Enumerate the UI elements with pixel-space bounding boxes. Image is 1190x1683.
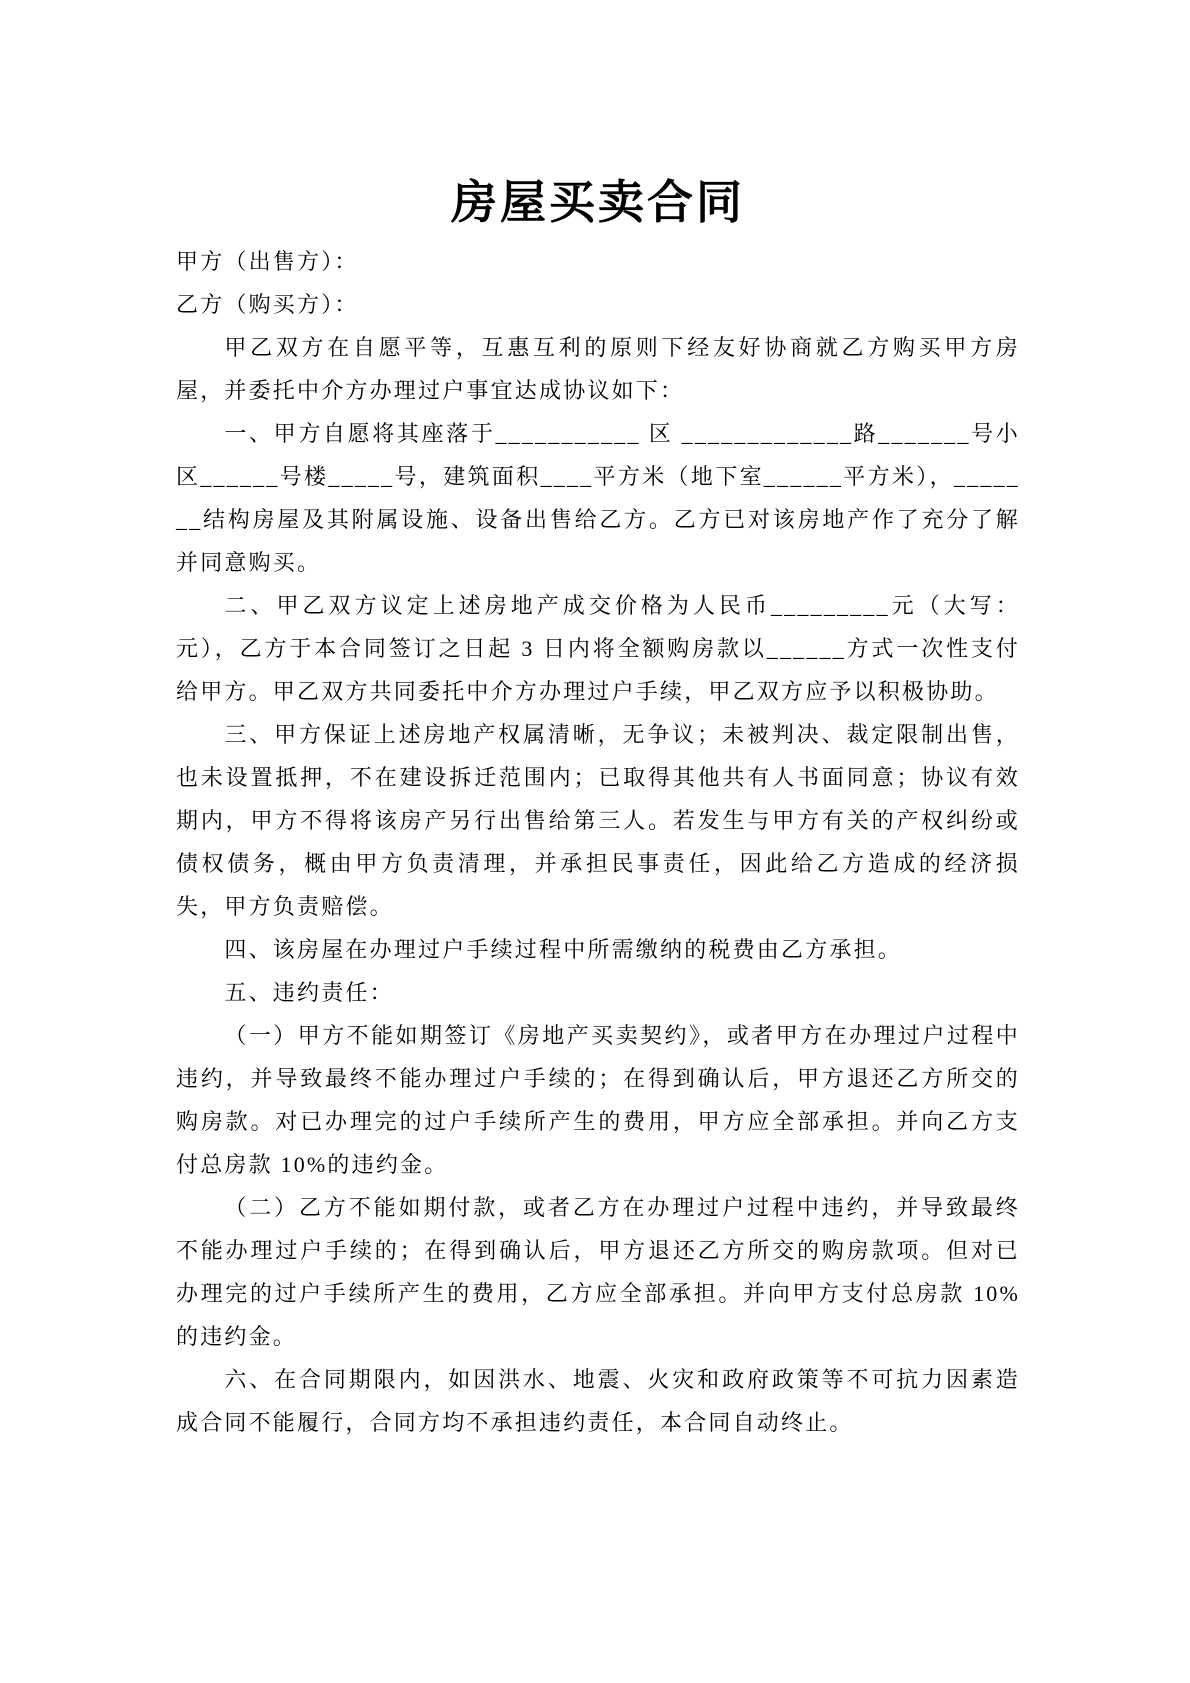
clause-preamble: 甲乙双方在自愿平等，互惠互利的原则下经友好协商就乙方购买甲方房屋，并委托中介方办理过户事宜达成协议如下：: [176, 335, 1020, 403]
clause-2-price-and-payment: 二、甲乙双方议定上述房地产成交价格为人民币_________元（大写：元），乙方于本合同签订之日起 3 日内将全额购房款以______方式一次性支付给甲方。甲乙双方共同委托中介方办理过户手续，甲乙双方应予以积极协助。: [176, 593, 1020, 704]
clause-3-ownership-guarantee: 三、甲方保证上述房地产权属清晰，无争议；未被判决、裁定限制出售，也未设置抵押，不在建设拆迁范围内；已取得其他共有人书面同意；协议有效期内，甲方不得将该房产另行出售给第三人。若发生与甲方有关的产权纠纷或债权债务，概由甲方负责清理，并承担民事责任，因此给乙方造成的经济损失，甲方负责赔偿。: [176, 722, 1020, 919]
clause-6-force-majeure: 六、在合同期限内，如因洪水、地震、火灾和政府政策等不可抗力因素造成合同不能履行，合同方均不承担违约责任，本合同自动终止。: [176, 1367, 1020, 1435]
clause-5-breach-liability-heading: 五、违约责任：: [224, 980, 394, 1005]
clause-5-1-seller-breach: （一）甲方不能如期签订《房地产买卖契约》，或者甲方在办理过户过程中违约，并导致最终不能办理过户手续的；在得到确认后，甲方退还乙方所交的购房款。对已办理完的过户手续所产生的费用，甲方应全部承担。并向乙方支付总房款 10%的违约金。: [176, 1023, 1020, 1177]
clause-5-2-buyer-breach: （二）乙方不能如期付款，或者乙方在办理过户过程中违约，并导致最终不能办理过户手续的；在得到确认后，甲方退还乙方所交的购房款项。但对已办理完的过户手续所产生的费用，乙方应全部承担。并向甲方支付总房款 10%的违约金。: [176, 1195, 1020, 1349]
party-b-line: 乙方（购买方）：: [176, 292, 359, 317]
document-title: 房屋买卖合同: [451, 177, 745, 228]
party-a-line: 甲方（出售方）：: [176, 249, 359, 274]
clause-4-taxes-and-fees: 四、该房屋在办理过户手续过程中所需缴纳的税费由乙方承担。: [224, 937, 902, 962]
clause-1-property-description: 一、甲方自愿将其座落于___________ 区 _____________路_______号小区______号楼_____号，建筑面积____平方米（地下室______平方米），_______结构房屋及其附属设施、设备出售给乙方。乙方已对该房地产作了充分了解并同意购买。: [176, 421, 1020, 575]
contract-content: [176, 172, 1020, 1444]
